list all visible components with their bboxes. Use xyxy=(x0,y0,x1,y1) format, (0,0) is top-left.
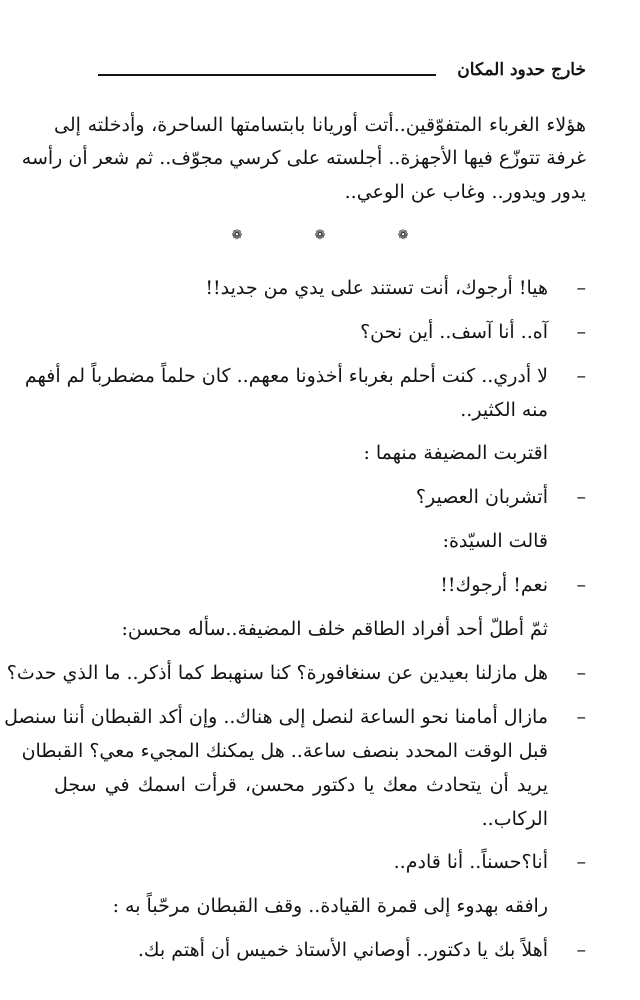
narration-line: قالت السيّدة: xyxy=(442,530,548,552)
narration-line: اقتربت المضيفة منهما : xyxy=(363,442,548,464)
intro-line-2: غرفة تتوزّع فيها الأجهزة.. أجلسته على كرسي مجوّف.. ثم شعر أن رأسه xyxy=(21,147,586,169)
dialogue-dash: – xyxy=(576,574,586,596)
dialogue-line: أتشربان العصير؟ xyxy=(415,486,548,508)
dialogue-line: مازال أمامنا نحو الساعة لنصل إلى هناك.. وإن أكد القبطان أننا سنصل xyxy=(4,706,548,728)
narration-line: رافقه بهدوء إلى قمرة القيادة.. وقف القبطان مرحّباً به : xyxy=(112,895,548,917)
narration-line: ثمّ أطلّ أحد أفراد الطاقم خلف المضيفة..سأله محسن: xyxy=(121,618,548,640)
dialogue-line: قبل الوقت المحدد بنصف ساعة.. هل يمكنك المجيء معي؟ القبطان xyxy=(21,740,548,762)
dialogue-line: يريد أن يتحادث معك يا دكتور محسن، قرأت اسمك في سجل xyxy=(54,774,548,796)
dialogue-dash: – xyxy=(576,851,586,873)
dialogue-line: آه.. أنا آسف.. أين نحن؟ xyxy=(360,321,548,343)
dialogue-line: أنا؟حسناً.. أنا قادم.. xyxy=(393,851,548,873)
chapter-title: خارج حدود المكان xyxy=(457,60,586,80)
dialogue-dash: – xyxy=(576,277,586,299)
dialogue-dash: – xyxy=(576,321,586,343)
dialogue-dash: – xyxy=(576,486,586,508)
dialogue-line: لا أدري.. كنت أحلم بغرباء أخذونا معهم.. كان حلماً مضطرباً لم أفهم xyxy=(24,365,548,387)
intro-line-1: هؤلاء الغرباء المتفوّقين..أتت أوريانا بابتسامتها الساحرة، وأدخلته إلى xyxy=(54,114,586,136)
intro-line-3: يدور ويدور.. وغاب عن الوعي.. xyxy=(344,181,586,203)
section-separator-icon: ❁ ❁ ❁ xyxy=(231,228,443,243)
running-header xyxy=(54,58,586,88)
dialogue-line: نعم! أرجوك!! xyxy=(440,574,548,596)
dialogue-dash: – xyxy=(576,365,586,387)
dialogue-line: هل مازلنا بعيدين عن سنغافورة؟ كنا سنهبط كما أذكر.. ما الذي حدث؟ xyxy=(6,662,548,684)
dialogue-dash: – xyxy=(576,939,586,961)
dialogue-line: منه الكثير.. xyxy=(460,399,548,421)
header-rule xyxy=(98,74,436,76)
dialogue-line: هيا! أرجوك، أنت تستند على يدي من جديد!! xyxy=(205,277,548,299)
dialogue-dash: – xyxy=(576,706,586,728)
dialogue-line: الركاب.. xyxy=(481,808,548,830)
dialogue-line: أهلاً بك يا دكتور.. أوصاني الأستاذ خميس أن أهتم بك. xyxy=(137,939,548,961)
dialogue-dash: – xyxy=(576,662,586,684)
